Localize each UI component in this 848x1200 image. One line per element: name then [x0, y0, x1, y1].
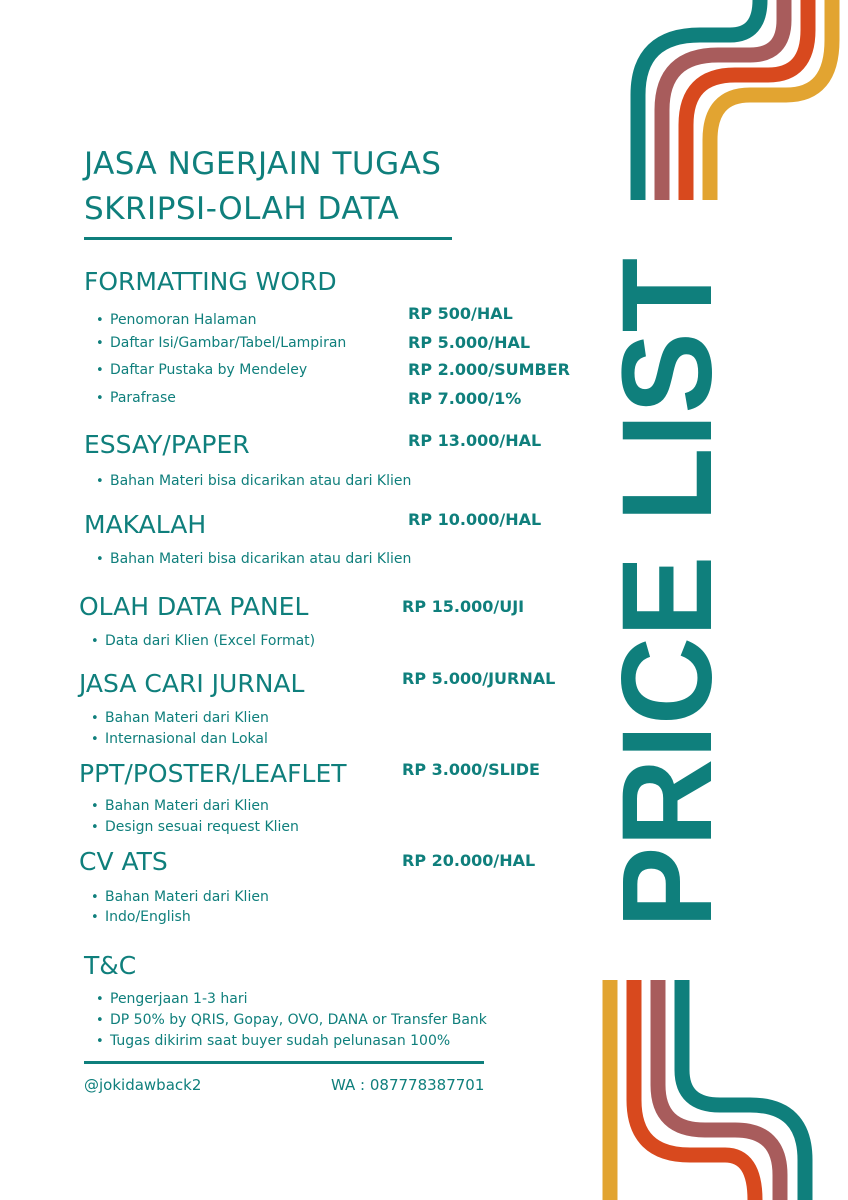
- list-item: • Bahan Materi bisa dicarikan atau dari Klien: [96, 473, 411, 489]
- list-item: • Data dari Klien (Excel Format): [91, 633, 315, 649]
- price-label: RP 500/HAL: [408, 304, 513, 323]
- price-label: RP 2.000/SUMBER: [408, 360, 570, 379]
- list-item: • Bahan Materi dari Klien: [91, 889, 269, 905]
- header-title-line-2: SKRIPSI-OLAH DATA: [84, 191, 400, 227]
- terms-item: • Pengerjaan 1-3 hari: [96, 991, 247, 1007]
- footer-divider: [84, 1061, 484, 1064]
- price-label: RP 7.000/1%: [408, 389, 522, 408]
- list-item: • Daftar Pustaka by Mendeley: [96, 362, 307, 378]
- price-list-vertical-title: [595, 223, 739, 932]
- social-handle: @jokidawback2: [84, 1076, 202, 1094]
- list-item: • Indo/English: [91, 909, 191, 925]
- section-title-cv-ats: CV ATS: [79, 847, 168, 876]
- list-item: • Internasional dan Lokal: [91, 731, 268, 747]
- list-item: • Design sesuai request Klien: [91, 819, 299, 835]
- list-item: • Penomoran Halaman: [96, 312, 257, 328]
- price-label: RP 5.000/JURNAL: [402, 669, 556, 688]
- header-title-line-1: JASA NGERJAIN TUGAS: [84, 146, 442, 182]
- decorative-stripes-bottom: [600, 980, 848, 1200]
- list-item: • Daftar Isi/Gambar/Tabel/Lampiran: [96, 335, 346, 351]
- price-label: RP 3.000/SLIDE: [402, 760, 540, 779]
- price-label: RP 5.000/HAL: [408, 333, 531, 352]
- list-item: • Bahan Materi bisa dicarikan atau dari Klien: [96, 551, 411, 567]
- section-title-terms: T&C: [84, 951, 137, 980]
- price-label: RP 15.000/UJI: [402, 597, 525, 616]
- decorative-stripes-top: [600, 0, 848, 210]
- list-item: • Parafrase: [96, 390, 176, 406]
- section-title-olah-data-panel: OLAH DATA PANEL: [79, 592, 309, 621]
- price-label: RP 20.000/HAL: [402, 851, 536, 870]
- list-item: • Bahan Materi dari Klien: [91, 710, 269, 726]
- terms-item: • Tugas dikirim saat buyer sudah pelunasan 100%: [96, 1033, 450, 1049]
- price-label: RP 10.000/HAL: [408, 510, 542, 529]
- terms-item: • DP 50% by QRIS, Gopay, OVO, DANA or Transfer Bank: [96, 1012, 487, 1028]
- list-item: • Bahan Materi dari Klien: [91, 798, 269, 814]
- header-divider: [84, 237, 452, 240]
- section-title-essay-paper: ESSAY/PAPER: [84, 430, 250, 459]
- price-list-title-text: PRICE LIST: [596, 223, 739, 928]
- section-title-ppt-poster-leaflet: PPT/POSTER/LEAFLET: [79, 759, 347, 788]
- whatsapp-contact: WA : 087778387701: [331, 1076, 485, 1094]
- section-title-formatting-word: FORMATTING WORD: [84, 267, 337, 296]
- price-label: RP 13.000/HAL: [408, 431, 542, 450]
- section-title-jasa-cari-jurnal: JASA CARI JURNAL: [79, 669, 305, 698]
- section-title-makalah: MAKALAH: [84, 510, 207, 539]
